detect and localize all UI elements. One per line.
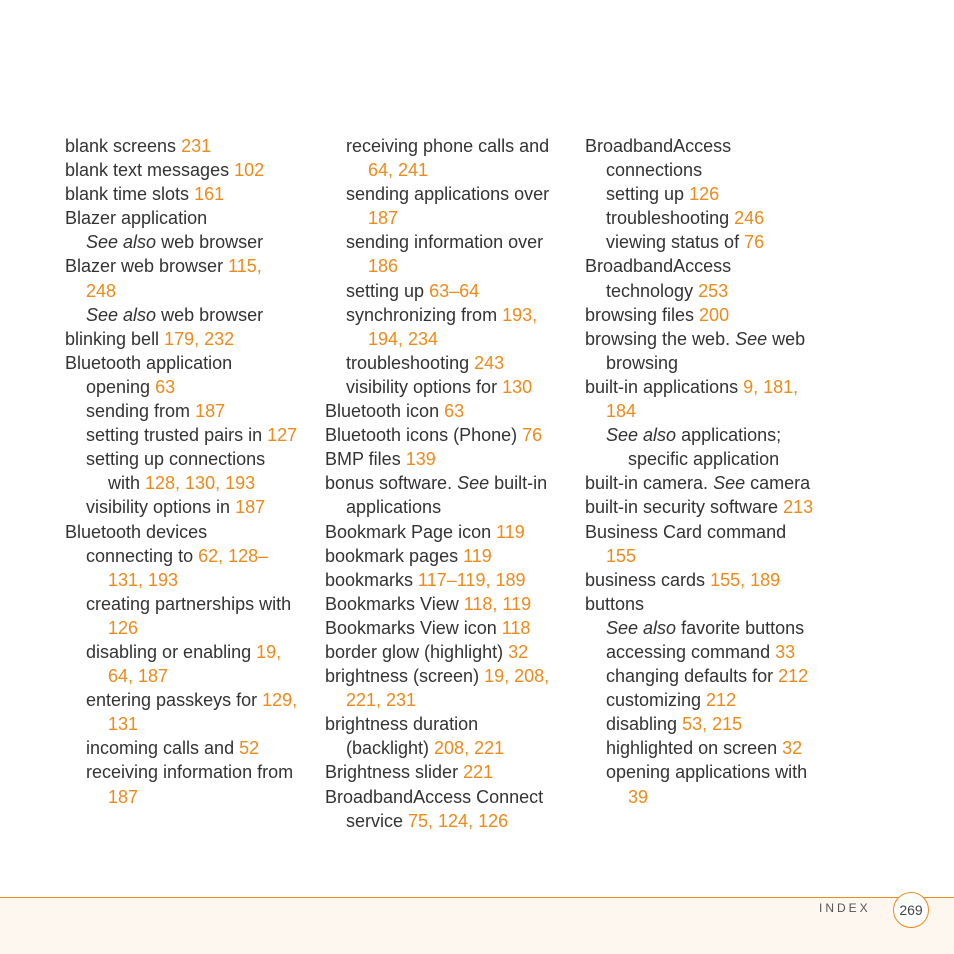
page-reference: 194, 234 bbox=[368, 328, 439, 349]
see-reference: See bbox=[713, 473, 746, 494]
page-reference: 131 bbox=[108, 714, 139, 735]
index-entry-line bbox=[325, 303, 570, 327]
entry-text: built-in bbox=[489, 473, 548, 494]
index-entry-line bbox=[65, 471, 310, 495]
page-reference: 161 bbox=[194, 184, 225, 205]
page-reference: 52 bbox=[239, 738, 260, 759]
entry-text: buttons bbox=[585, 593, 645, 614]
page-reference: 187 bbox=[235, 497, 266, 518]
page-reference: 253 bbox=[698, 280, 729, 301]
page-reference: 213 bbox=[783, 497, 814, 518]
index-entry-line bbox=[325, 640, 570, 664]
page-reference: 200 bbox=[699, 304, 730, 325]
index-entry-line bbox=[325, 712, 570, 736]
index-entry-line bbox=[325, 423, 570, 447]
index-entry-line bbox=[585, 640, 830, 664]
page-reference: 179, 232 bbox=[164, 328, 235, 349]
entry-text: BroadbandAccess bbox=[585, 136, 732, 156]
entry-text: creating partnerships with bbox=[86, 593, 292, 614]
entry-text: web browser bbox=[156, 304, 264, 325]
index-entry-line bbox=[585, 471, 830, 495]
index-entry-line bbox=[325, 785, 570, 809]
entry-text: with bbox=[108, 473, 146, 494]
entry-text: bookmarks bbox=[325, 569, 419, 590]
entry-text: opening bbox=[86, 376, 156, 397]
index-entry-line bbox=[65, 279, 310, 303]
entry-text: Business Card command bbox=[585, 521, 787, 542]
entry-text: Bookmark Page icon bbox=[325, 521, 497, 542]
index-entry-line bbox=[65, 423, 310, 447]
index-entry-line bbox=[325, 134, 570, 158]
page-reference: 33 bbox=[775, 641, 796, 662]
index-entry-line bbox=[65, 158, 310, 182]
entry-text: Bluetooth application bbox=[65, 352, 233, 373]
entry-text: BroadbandAccess bbox=[585, 256, 732, 277]
see-reference: See also bbox=[606, 617, 677, 638]
index-entry-line bbox=[65, 399, 310, 423]
index-entry-line bbox=[585, 592, 830, 616]
entry-text: setting up bbox=[346, 280, 430, 301]
entry-text: (backlight) bbox=[346, 738, 435, 759]
index-entry-line bbox=[585, 206, 830, 230]
page-reference: 130 bbox=[502, 376, 533, 397]
index-entry-line bbox=[585, 303, 830, 327]
index-entry-line bbox=[65, 351, 310, 375]
entry-text: accessing command bbox=[606, 641, 776, 662]
index-entry-line bbox=[65, 447, 310, 471]
page-reference: 212 bbox=[706, 690, 737, 711]
footer-divider bbox=[0, 897, 954, 898]
entry-text: sending information over bbox=[346, 232, 544, 253]
index-entry-line bbox=[65, 760, 310, 784]
index-entry-line bbox=[585, 688, 830, 712]
index-entry-line bbox=[65, 736, 310, 760]
index-entry-line bbox=[325, 760, 570, 784]
index-entry-line bbox=[65, 592, 310, 616]
page-reference: 231 bbox=[181, 136, 212, 156]
entry-text: BroadbandAccess Connect bbox=[325, 786, 544, 807]
index-entry-line bbox=[325, 206, 570, 230]
section-label: INDEX bbox=[819, 901, 871, 915]
index-entry-line bbox=[325, 664, 570, 688]
entry-text: brightness duration bbox=[325, 714, 479, 735]
index-entry-line bbox=[325, 471, 570, 495]
page-reference: 75, 124, 126 bbox=[408, 810, 509, 831]
page-reference: 221, 231 bbox=[346, 690, 417, 711]
entry-text: incoming calls and bbox=[86, 738, 240, 759]
entry-text: blank text messages bbox=[65, 160, 235, 181]
entry-text: Bluetooth icons (Phone) bbox=[325, 425, 523, 446]
page-reference: 115, bbox=[228, 256, 262, 277]
page-reference: 19, bbox=[256, 641, 282, 662]
page-reference: 53, 215 bbox=[682, 714, 743, 735]
entry-text: BMP files bbox=[325, 449, 406, 470]
index-entry-line bbox=[325, 736, 570, 760]
entry-text: entering passkeys for bbox=[86, 690, 263, 711]
index-entry-line bbox=[325, 399, 570, 423]
index-entry-line bbox=[585, 158, 830, 182]
index-entry-line bbox=[325, 447, 570, 471]
index-entry-line bbox=[65, 568, 310, 592]
entry-text: connecting to bbox=[86, 545, 199, 566]
page-reference: 64, 241 bbox=[368, 160, 429, 181]
index-entry-line bbox=[65, 688, 310, 712]
entry-text: blank screens bbox=[65, 136, 182, 156]
entry-text: opening applications with bbox=[606, 762, 808, 783]
index-entry-line bbox=[65, 544, 310, 568]
entry-text: Bluetooth icon bbox=[325, 401, 445, 422]
page-reference: 126 bbox=[689, 184, 720, 205]
index-entry-line bbox=[65, 303, 310, 327]
index-entry-line bbox=[585, 520, 830, 544]
entry-text: bonus software. bbox=[325, 473, 458, 494]
page-number: 269 bbox=[893, 892, 929, 928]
see-reference: See also bbox=[86, 232, 157, 253]
page-reference: 193, bbox=[502, 304, 538, 325]
index-entry-line bbox=[325, 688, 570, 712]
index-entry-line bbox=[65, 327, 310, 351]
index-entry-line bbox=[325, 495, 570, 519]
page-reference: 246 bbox=[734, 208, 765, 229]
index-entry-line bbox=[325, 809, 570, 833]
page-reference: 126 bbox=[108, 617, 139, 638]
index-entry-line bbox=[325, 544, 570, 568]
page-reference: 221 bbox=[463, 762, 494, 783]
index-entry-line bbox=[65, 254, 310, 278]
index-entry-line bbox=[65, 182, 310, 206]
index-entry-line bbox=[65, 640, 310, 664]
entry-text: Brightness slider bbox=[325, 762, 464, 783]
page-reference: 155 bbox=[606, 545, 637, 566]
index-entry-line bbox=[585, 736, 830, 760]
index-entry-line bbox=[585, 544, 830, 568]
index-entry-line bbox=[325, 592, 570, 616]
index-entry-line bbox=[585, 399, 830, 423]
page-reference: 119 bbox=[496, 521, 525, 542]
page-reference: 212 bbox=[778, 666, 809, 687]
entry-text: disabling bbox=[606, 714, 683, 735]
entry-text: changing defaults for bbox=[606, 666, 779, 687]
see-reference: See bbox=[457, 473, 490, 494]
index-entry-line bbox=[65, 616, 310, 640]
index-entry-line bbox=[325, 230, 570, 254]
index-entry-line bbox=[65, 230, 310, 254]
index-entry-line bbox=[585, 327, 830, 351]
index-entry-line bbox=[585, 495, 830, 519]
entry-text: synchronizing from bbox=[346, 304, 503, 325]
index-entry-line bbox=[585, 785, 830, 809]
entry-text: built-in security software bbox=[585, 497, 784, 518]
entry-text: disabling or enabling bbox=[86, 641, 257, 662]
entry-text: technology bbox=[606, 280, 699, 301]
index-entry-line bbox=[65, 664, 310, 688]
page-reference: 129, bbox=[262, 690, 298, 711]
index-entry-line bbox=[585, 664, 830, 688]
entry-text: camera bbox=[745, 473, 811, 494]
index-entry-line bbox=[585, 230, 830, 254]
entry-text: web browser bbox=[156, 232, 264, 253]
page-reference: 64, 187 bbox=[108, 666, 169, 687]
entry-text: Blazer web browser bbox=[65, 256, 229, 277]
page-reference: 102 bbox=[234, 160, 265, 181]
entry-text: web bbox=[767, 328, 806, 349]
entry-text: browsing files bbox=[585, 304, 700, 325]
index-column-3 bbox=[585, 134, 830, 809]
entry-text: built-in applications bbox=[585, 376, 744, 397]
page-reference: 76 bbox=[744, 232, 765, 253]
entry-text: specific application bbox=[628, 449, 780, 470]
page-reference: 117–119, 189 bbox=[418, 569, 526, 590]
page-reference: 118 bbox=[501, 617, 531, 638]
page-reference: 128, 130, 193 bbox=[145, 473, 256, 494]
page-reference: 139 bbox=[405, 449, 436, 470]
entry-text: visibility options in bbox=[86, 497, 236, 518]
index-entry-line bbox=[325, 351, 570, 375]
index-column-1 bbox=[65, 134, 310, 809]
index-entry-line bbox=[65, 785, 310, 809]
index-entry-line bbox=[325, 182, 570, 206]
see-reference: See bbox=[735, 328, 768, 349]
entry-text: Bookmarks View bbox=[325, 593, 464, 614]
entry-text: blinking bell bbox=[65, 328, 165, 349]
see-reference: See also bbox=[86, 304, 157, 325]
entry-text: applications; bbox=[676, 425, 782, 446]
index-column-2 bbox=[325, 134, 570, 833]
page-reference: 187 bbox=[195, 401, 226, 422]
entry-text: troubleshooting bbox=[606, 208, 735, 229]
entry-text: business cards bbox=[585, 569, 711, 590]
index-entry-line bbox=[585, 182, 830, 206]
entry-text: Bluetooth devices bbox=[65, 521, 208, 542]
index-entry-line bbox=[585, 254, 830, 278]
page-reference: 76 bbox=[522, 425, 543, 446]
index-entry-line bbox=[585, 568, 830, 592]
entry-text: setting up connections bbox=[86, 449, 266, 470]
footer-band bbox=[0, 898, 954, 954]
index-entry-line bbox=[585, 279, 830, 303]
page-reference: 184 bbox=[606, 401, 637, 422]
entry-text: highlighted on screen bbox=[606, 738, 783, 759]
page-reference: 9, 181, bbox=[743, 376, 799, 397]
page-reference: 187 bbox=[368, 208, 399, 229]
page-reference: 186 bbox=[368, 256, 399, 277]
entry-text: receiving information from bbox=[86, 762, 294, 783]
entry-text: built-in camera. bbox=[585, 473, 714, 494]
index-entry-line bbox=[65, 206, 310, 230]
page-reference: 127 bbox=[267, 425, 298, 446]
entry-text: viewing status of bbox=[606, 232, 745, 253]
entry-text: border glow (highlight) bbox=[325, 641, 509, 662]
page-reference: 243 bbox=[474, 352, 505, 373]
index-entry-line bbox=[65, 495, 310, 519]
page-reference: 62, 128– bbox=[198, 545, 269, 566]
index-entry-line bbox=[585, 351, 830, 375]
index-entry-line bbox=[585, 712, 830, 736]
page-reference: 32 bbox=[508, 641, 529, 662]
entry-text: setting trusted pairs in bbox=[86, 425, 268, 446]
index-entry-line bbox=[325, 616, 570, 640]
page-reference: 155, 189 bbox=[710, 569, 781, 590]
index-entry-line bbox=[65, 375, 310, 399]
index-entry-line bbox=[65, 712, 310, 736]
page-reference: 119 bbox=[463, 545, 492, 566]
entry-text: bookmark pages bbox=[325, 545, 464, 566]
entry-text: blank time slots bbox=[65, 184, 195, 205]
index-entry-line bbox=[65, 520, 310, 544]
entry-text: setting up bbox=[606, 184, 690, 205]
index-entry-line bbox=[325, 568, 570, 592]
index-entry-line bbox=[65, 134, 310, 158]
entry-text: connections bbox=[606, 160, 703, 181]
page-reference: 63–64 bbox=[429, 280, 480, 301]
index-entry-line bbox=[585, 760, 830, 784]
entry-text: brightness (screen) bbox=[325, 666, 485, 687]
entry-text: receiving phone calls and bbox=[346, 136, 550, 156]
entry-text: troubleshooting bbox=[346, 352, 475, 373]
page-reference: 39 bbox=[628, 786, 649, 807]
entry-text: browsing the web. bbox=[585, 328, 736, 349]
index-entry-line bbox=[325, 158, 570, 182]
page-reference: 32 bbox=[782, 738, 803, 759]
page-reference: 63 bbox=[444, 401, 465, 422]
entry-text: Blazer application bbox=[65, 208, 208, 229]
index-entry-line bbox=[585, 447, 830, 471]
page-reference: 118, 119 bbox=[463, 593, 532, 614]
entry-text: service bbox=[346, 810, 409, 831]
page-reference: 19, 208, bbox=[484, 666, 550, 687]
index-entry-line bbox=[325, 520, 570, 544]
entry-text: customizing bbox=[606, 690, 707, 711]
entry-text: Bookmarks View icon bbox=[325, 617, 502, 638]
page-reference: 187 bbox=[108, 786, 139, 807]
index-entry-line bbox=[585, 423, 830, 447]
index-entry-line bbox=[585, 134, 830, 158]
index-entry-line bbox=[585, 375, 830, 399]
entry-text: applications bbox=[346, 497, 442, 518]
page-reference: 131, 193 bbox=[108, 569, 179, 590]
page-reference: 63 bbox=[155, 376, 176, 397]
index-entry-line bbox=[325, 327, 570, 351]
index-entry-line bbox=[325, 254, 570, 278]
see-reference: See also bbox=[606, 425, 677, 446]
index-entry-line bbox=[325, 279, 570, 303]
entry-text: sending applications over bbox=[346, 184, 550, 205]
page-reference: 248 bbox=[86, 280, 117, 301]
entry-text: favorite buttons bbox=[676, 617, 805, 638]
entry-text: browsing bbox=[606, 352, 679, 373]
entry-text: visibility options for bbox=[346, 376, 503, 397]
entry-text: sending from bbox=[86, 401, 196, 422]
page-reference: 208, 221 bbox=[434, 738, 505, 759]
index-entry-line bbox=[325, 375, 570, 399]
index-entry-line bbox=[585, 616, 830, 640]
